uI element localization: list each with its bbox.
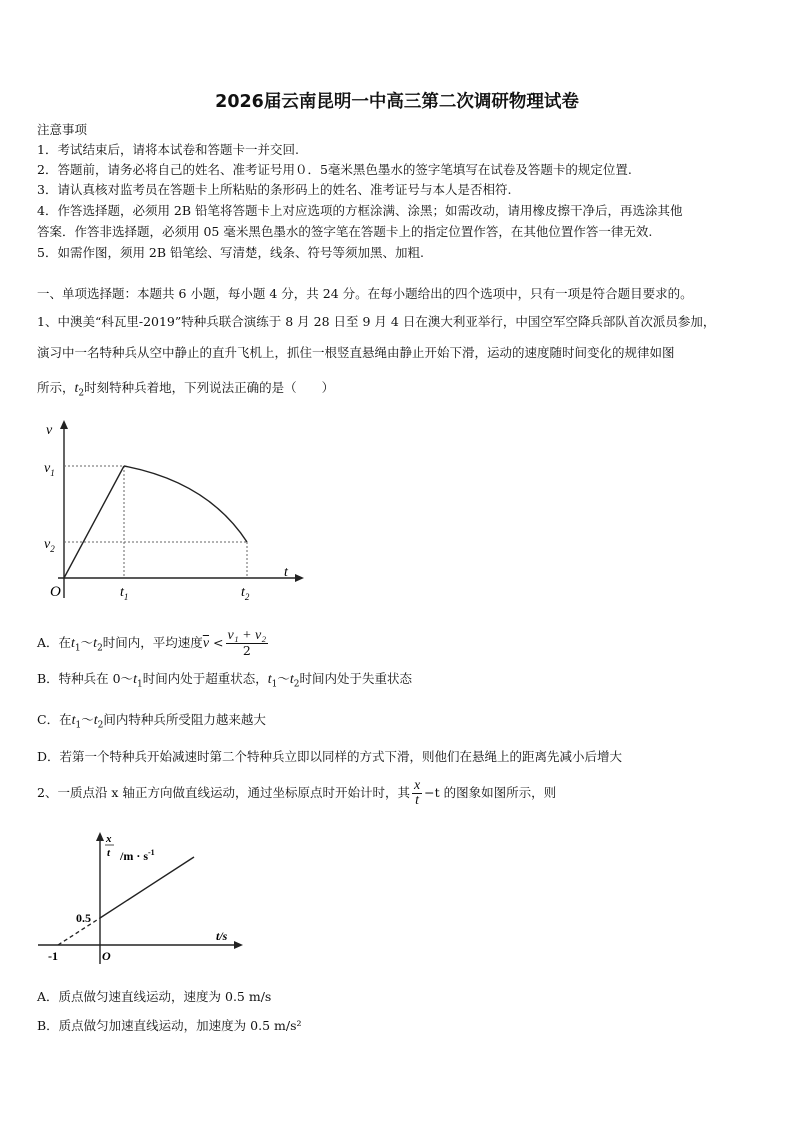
origin-label: O: [102, 949, 111, 963]
notice-item: 1．考试结束后，请将本试卷和答题卡一并交回.: [37, 142, 299, 157]
notice-heading: 注意事项: [37, 122, 88, 137]
x-axis-label: t/s: [216, 929, 228, 943]
v2-label: $v_2$: [44, 537, 55, 554]
x-axis-arrow: [234, 941, 243, 949]
notice-item: 2．答题前，请务必将自己的姓名、准考证号用０．5毫米黑色墨水的签字笔填写在试卷及答题卡的规定位置.: [37, 162, 632, 177]
t-axis-label: t: [284, 565, 288, 580]
y-label-num: x: [106, 833, 112, 845]
question-2-option-b[interactable]: B．质点做匀加速直线运动，加速度为 0.5 m/s²: [37, 1018, 302, 1033]
x-intercept-label: -1: [48, 949, 58, 963]
notice-item: 答案．作答非选择题，必须用 05 毫米黑色墨水的签字笔在答题卡上的指定位置作答，在其他位置作答一律无效.: [37, 224, 653, 239]
question-1-text: 所示，$t_2$时刻特种兵着地，下列说法正确的是（ ）: [37, 380, 335, 399]
y-axis-arrow: [96, 832, 104, 841]
question-1-option-d[interactable]: D．若第一个特种兵开始减速时第二个特种兵立即以同样的方式下滑，则他们在悬绳上的距离先减小后增大: [37, 749, 623, 764]
origin-label: O: [50, 584, 61, 600]
question-1-text: 演习中一名特种兵从空中静止的直升飞机上，抓住一根竖直悬绳由静止开始下滑，运动的速度随时间变化的规律如图: [37, 345, 675, 360]
v-axis-arrow: [60, 420, 68, 429]
question-1-text: 1、中澳美“科瓦里-2019”特种兵联合演练于 8 月 28 日至 9 月 4 日在澳大利亚举行，中国空军空降兵部队首次派员参加，: [37, 314, 716, 329]
question-2-text: 2、一质点沿 x 轴正方向做直线运动，通过坐标原点时开始计时，其 $\frac{x}{t}$ −t 的图象如图所示，则: [37, 778, 557, 808]
velocity-time-graph: [38, 420, 308, 610]
v1-label: $v_1$: [44, 461, 55, 478]
section-heading: 一、单项选择题：本题共 6 小题，每小题 4 分，共 24 分。在每小题给出的四个选项中，只有一项是符合题目要求的。: [37, 286, 693, 301]
notice-item: 3．请认真核对监考员在答题卡上所粘贴的条形码上的姓名、准考证号与本人是否相符.: [37, 182, 512, 197]
notice-item: 4．作答选择题，必须用 2B 铅笔将答题卡上对应选项的方框涂满、涂黑；如需改动，请用橡皮擦干净后，再选涂其他: [37, 203, 683, 218]
question-2-option-a[interactable]: A．质点做匀速直线运动，速度为 0.5 m/s: [37, 989, 272, 1004]
t1-label: $t_1$: [120, 585, 129, 602]
question-1-option-b[interactable]: B．特种兵在 $0\sim t_1$时间内处于超重状态，$t_1\sim t_2$时间内处于失重状态: [37, 671, 413, 690]
x-over-t-graph: [38, 830, 248, 970]
t2-label: $t_2$: [241, 585, 250, 602]
graph-line: [100, 857, 194, 918]
notice-item: 5．如需作图，须用 2B 铅笔绘、写清楚，线条、符号等须加黑、加粗.: [37, 245, 425, 260]
decel-curve: [124, 466, 247, 542]
question-1-option-a[interactable]: A．在$t_1\sim t_2$时间内，平均速度$\overline{v}$ < $\frac{\text{v₁ + v₂}}{2}$: [37, 628, 267, 658]
t-axis-arrow: [295, 574, 304, 582]
y-unit: $/m \cdot s^{-1}$: [120, 848, 155, 863]
page-title: 2026届云南昆明一中高三第二次调研物理试卷: [215, 92, 579, 112]
y-label-den: t: [107, 847, 111, 859]
v-axis-label: v: [46, 423, 53, 438]
y-intercept-label: 0.5: [76, 911, 91, 925]
accel-segment: [64, 466, 124, 578]
question-1-option-c[interactable]: C．在$t_1\sim t_2$间内特种兵所受阻力越来越大: [37, 712, 266, 731]
